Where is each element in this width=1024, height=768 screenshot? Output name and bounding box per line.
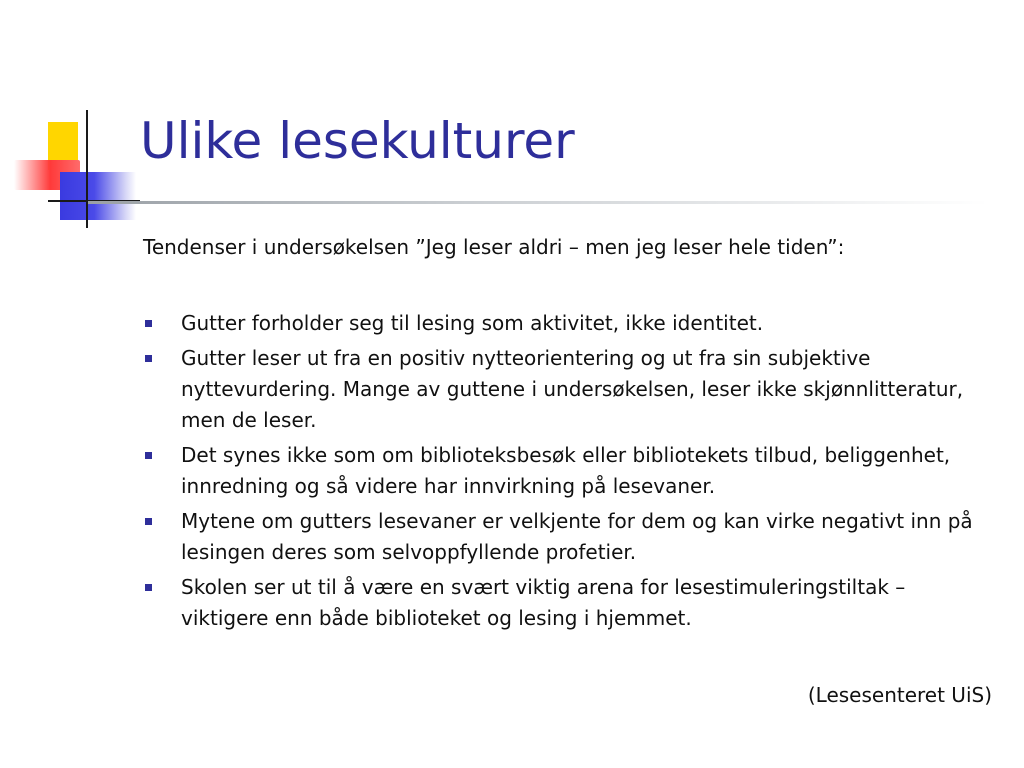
bullet-text: Mytene om gutters lesevaner er velkjente for dem og kan virke negativt inn på lesingen deres som selvoppfyllende profetier. bbox=[181, 509, 973, 564]
bullet-list bbox=[143, 308, 993, 638]
bullet-item bbox=[143, 572, 993, 634]
bullet-text: Det synes ikke som om biblioteksbesøk eller bibliotekets tilbud, beliggenhet, innredning og så videre har innvirkning på lesevaner. bbox=[181, 443, 951, 498]
bullet-text: Skolen ser ut til å være en svært viktig arena for lesestimuleringstiltak – viktigere enn både biblioteket og lesing i hjemmet. bbox=[181, 575, 906, 630]
bullet-item bbox=[143, 343, 993, 436]
square-bullet-icon bbox=[145, 355, 152, 362]
bullet-text: Gutter leser ut fra en positiv nytteorientering og ut fra sin subjektive nyttevurdering. Mange av guttene i undersøkelsen, leser ikke skjønnlitteratur, men de leser. bbox=[181, 346, 964, 432]
square-bullet-icon bbox=[145, 452, 152, 459]
blue-block-shape bbox=[60, 172, 136, 220]
square-bullet-icon bbox=[145, 320, 152, 327]
vertical-line-shape bbox=[86, 110, 88, 228]
intro-text: Tendenser i undersøkelsen ”Jeg leser aldri – men jeg leser hele tiden”: bbox=[143, 235, 845, 259]
bullet-text: Gutter forholder seg til lesing som aktivitet, ikke identitet. bbox=[181, 311, 764, 335]
square-bullet-icon bbox=[145, 518, 152, 525]
bullet-item bbox=[143, 440, 993, 502]
bullet-item bbox=[143, 308, 993, 339]
title-underline bbox=[88, 201, 988, 204]
square-bullet-icon bbox=[145, 584, 152, 591]
bullet-item bbox=[143, 506, 993, 568]
source-citation: (Lesesenteret UiS) bbox=[807, 683, 992, 707]
slide-title: Ulike lesekulturer bbox=[140, 112, 575, 170]
